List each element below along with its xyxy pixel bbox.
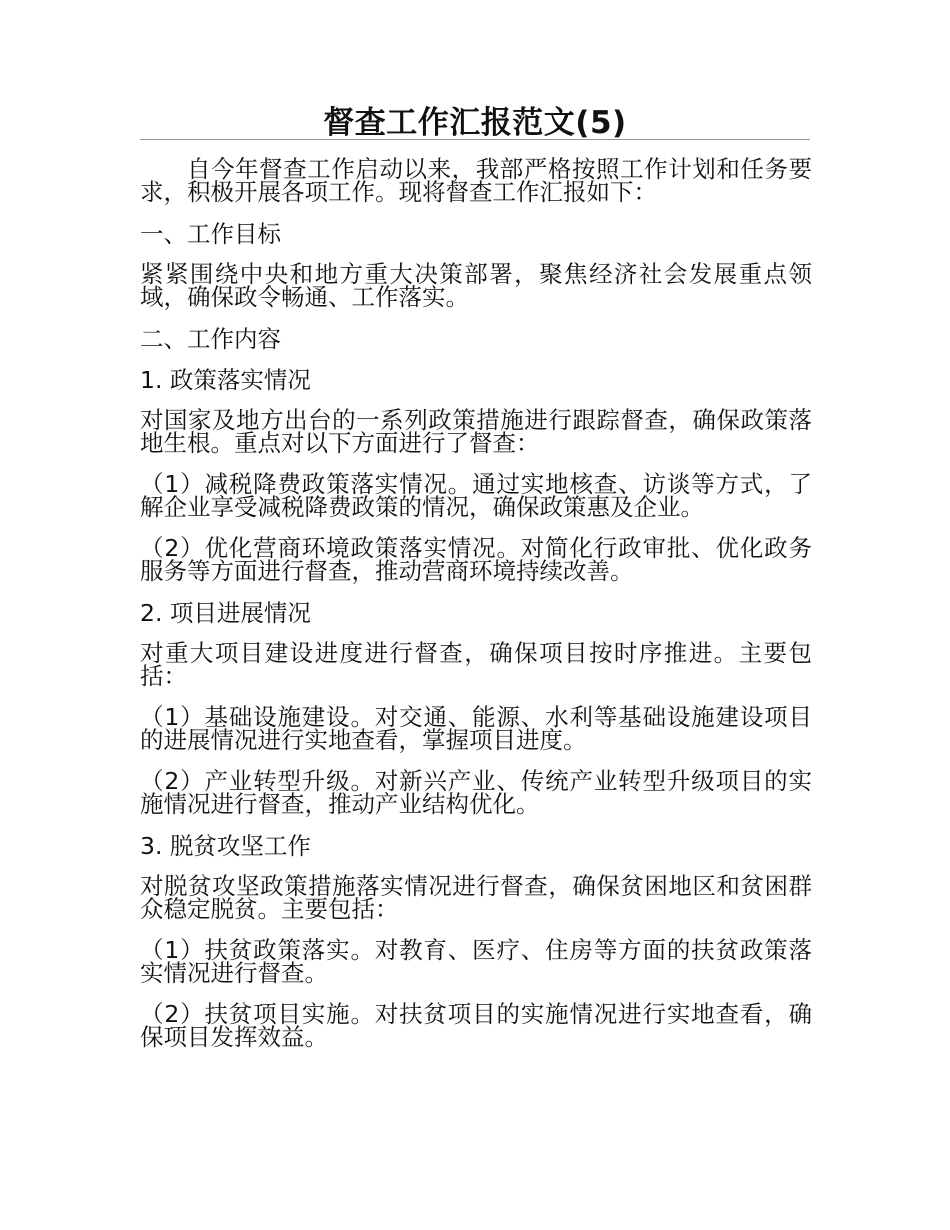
- subheading-policy: 1. 政策落实情况: [140, 366, 311, 394]
- policy-paragraph: 对国家及地方出台的一系列政策措施进行跟踪督查，确保政策落地生根。重点对以下方面进行了督查：: [140, 406, 812, 457]
- poverty-item-1: （1）扶贫政策落实。对教育、医疗、住房等方面的扶贫政策落实情况进行督查。: [140, 936, 812, 987]
- goals-paragraph: 紧紧围绕中央和地方重大决策部署，聚焦经济社会发展重点领域，确保政令畅通、工作落实。: [140, 260, 812, 311]
- section-heading-goals: 一、工作目标: [140, 220, 281, 248]
- policy-item-1: （1）减税降费政策落实情况。通过实地核查、访谈等方式，了解企业享受减税降费政策的情况，确保政策惠及企业。: [140, 470, 812, 521]
- subheading-projects: 2. 项目进展情况: [140, 599, 311, 627]
- policy-item-2: （2）优化营商环境政策落实情况。对简化行政审批、优化政务服务等方面进行督查，推动营商环境持续改善。: [140, 534, 812, 585]
- poverty-item-2: （2）扶贫项目实施。对扶贫项目的实施情况进行实地查看，确保项目发挥效益。: [140, 1000, 812, 1051]
- poverty-paragraph: 对脱贫攻坚政策措施落实情况进行督查，确保贫困地区和贫困群众稳定脱贫。主要包括：: [140, 872, 812, 923]
- projects-paragraph: 对重大项目建设进度进行督查，确保项目按时序推进。主要包括：: [140, 639, 812, 690]
- intro-paragraph: 自今年督查工作启动以来，我部严格按照工作计划和任务要求，积极开展各项工作。现将督查工作汇报如下：: [140, 155, 812, 206]
- subheading-poverty: 3. 脱贫攻坚工作: [140, 832, 311, 860]
- title-underline: [140, 139, 810, 140]
- section-heading-content: 二、工作内容: [140, 325, 281, 353]
- projects-item-1: （1）基础设施建设。对交通、能源、水利等基础设施建设项目的进展情况进行实地查看，掌握项目进度。: [140, 703, 812, 754]
- projects-item-2: （2）产业转型升级。对新兴产业、传统产业转型升级项目的实施情况进行督查，推动产业结构优化。: [140, 767, 812, 818]
- document-body: [140, 155, 812, 1067]
- document-title: 督查工作汇报范文(5): [323, 105, 627, 141]
